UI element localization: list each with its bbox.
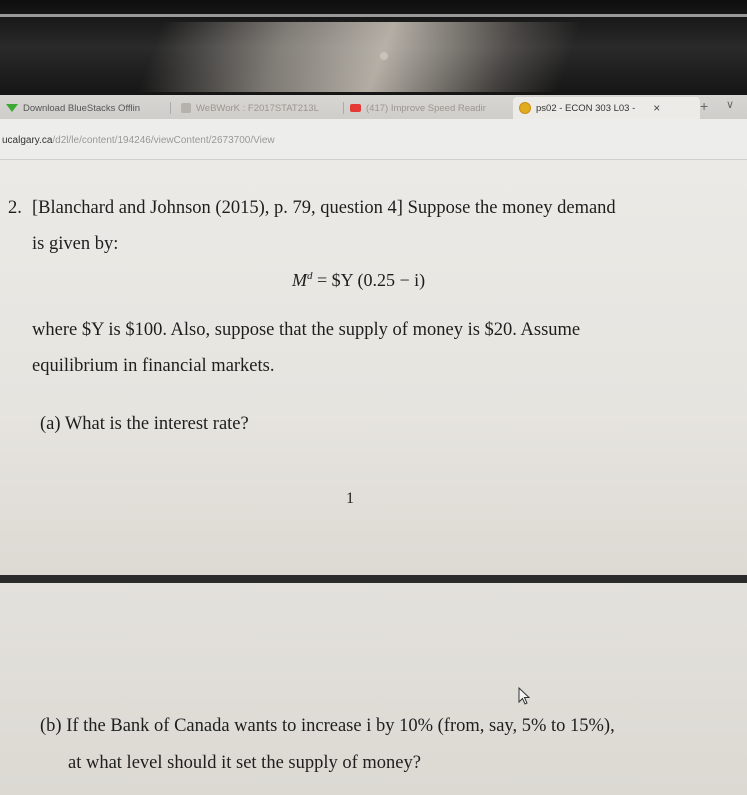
browser-tab-bar	[0, 95, 747, 119]
webwork-icon	[181, 103, 191, 113]
document-page	[0, 160, 747, 575]
bezel-edge	[0, 14, 747, 17]
part-b-line1: (b) If the Bank of Canada wants to increase i by 10% (from, say, 5% to 15%),	[40, 716, 615, 736]
url-path: /d2l/le/content/194246/viewContent/2673700/View	[52, 135, 275, 146]
url-host: ucalgary.ca	[2, 135, 53, 146]
equation-rhs: = $Y (0.25 − i)	[312, 270, 426, 290]
tab-separator	[343, 102, 344, 114]
page-number: 1	[346, 490, 354, 507]
question-number: 2.	[8, 198, 22, 218]
chevron-down-icon[interactable]: ∨	[726, 99, 735, 111]
d2l-icon	[519, 102, 531, 114]
tab-youtube[interactable]	[350, 100, 510, 116]
address-bar[interactable]	[0, 119, 747, 160]
tab-separator	[170, 102, 171, 114]
paragraph-line1: where $Y is $100. Also, suppose that the supply of money is $20. Assume	[32, 320, 581, 340]
tab-label: ps02 - ECON 303 L03 -	[536, 102, 636, 114]
tab-label: (417) Improve Speed Readir	[366, 102, 486, 114]
tab-bluestacks[interactable]	[6, 100, 166, 116]
close-icon[interactable]: ×	[653, 101, 661, 115]
tab-ps02-econ[interactable]	[513, 97, 700, 119]
tab-label: WeBWorK : F2017STAT213L	[196, 102, 319, 114]
mouse-cursor-icon	[518, 687, 530, 705]
monitor-bezel	[0, 0, 747, 95]
bluestacks-icon	[6, 104, 18, 112]
tab-label: Download BlueStacks Offlin	[23, 102, 141, 114]
money-demand-equation	[292, 270, 425, 291]
glare-dot	[380, 52, 388, 60]
document-page-2	[0, 583, 747, 795]
paragraph-line2: equilibrium in financial markets.	[32, 356, 275, 376]
tab-webwork[interactable]	[181, 100, 341, 116]
url-text[interactable]	[2, 135, 275, 146]
screen-glare	[137, 22, 582, 92]
part-a-question: (a) What is the interest rate?	[40, 414, 249, 434]
youtube-icon	[350, 104, 361, 112]
new-tab-button[interactable]: +	[700, 98, 709, 114]
equation-superscript: d	[307, 270, 313, 282]
question-text-line2: is given by:	[32, 234, 119, 254]
part-b-line2: at what level should it set the supply of money?	[68, 753, 421, 773]
question-text-line1: [Blanchard and Johnson (2015), p. 79, question 4] Suppose the money demand	[32, 198, 616, 218]
equation-lhs: M	[292, 270, 307, 290]
page-divider	[0, 575, 747, 583]
